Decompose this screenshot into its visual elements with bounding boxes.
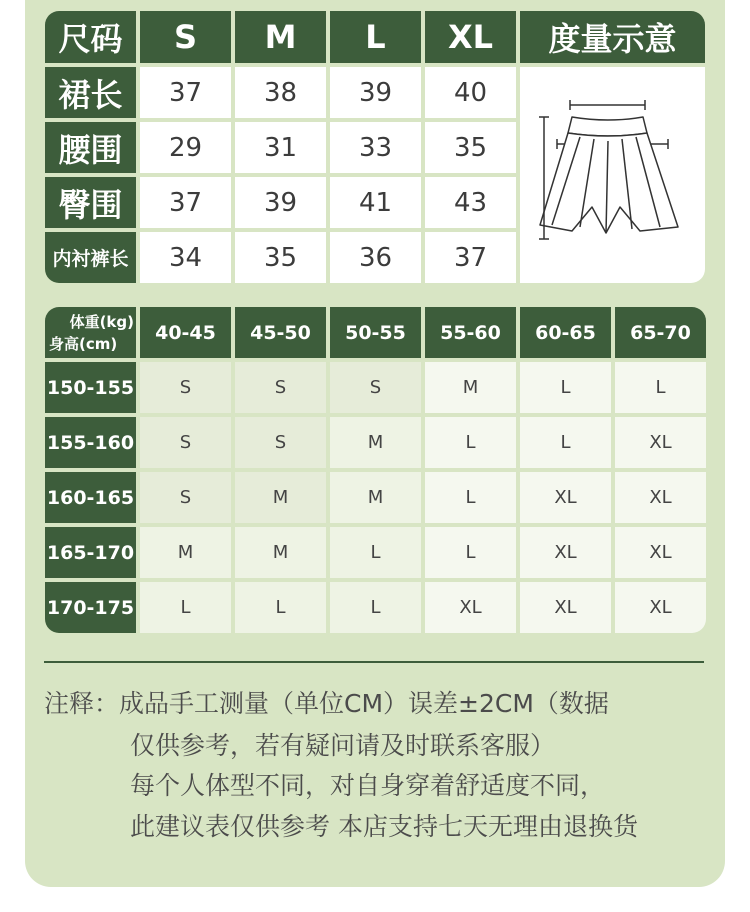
recommended-size-cell: M bbox=[425, 362, 516, 413]
recommended-size-cell: S bbox=[140, 472, 231, 523]
recommended-size-cell: L bbox=[615, 362, 706, 413]
recommended-size-cell: S bbox=[330, 362, 421, 413]
recommended-size-cell: L bbox=[520, 362, 611, 413]
weight-range-header: 60-65 bbox=[520, 307, 611, 358]
size-value: 33 bbox=[330, 122, 421, 173]
size-value: 41 bbox=[330, 177, 421, 228]
weight-range-header: 50-55 bbox=[330, 307, 421, 358]
size-value: 36 bbox=[330, 232, 421, 283]
recommended-size-cell: XL bbox=[615, 417, 706, 468]
size-value: 35 bbox=[235, 232, 326, 283]
size-value: 43 bbox=[425, 177, 516, 228]
recommended-size-cell: M bbox=[330, 417, 421, 468]
recommended-size-cell: S bbox=[140, 417, 231, 468]
size-value: 39 bbox=[330, 67, 421, 118]
size-value: 39 bbox=[235, 177, 326, 228]
recommended-size-cell: L bbox=[425, 472, 516, 523]
note-line-2: 仅供参考，若有疑问请及时联系客服） bbox=[130, 731, 556, 760]
weight-range-header: 45-50 bbox=[235, 307, 326, 358]
note-line-4: 此建议表仅供参考 本店支持七天无理由退换货 bbox=[130, 812, 638, 841]
recommended-size-cell: M bbox=[235, 472, 326, 523]
recommended-size-cell: XL bbox=[520, 527, 611, 578]
recommended-size-cell: L bbox=[330, 582, 421, 633]
recommended-size-cell: XL bbox=[520, 472, 611, 523]
recommended-size-cell: XL bbox=[615, 527, 706, 578]
row-label-hip: 臀围 bbox=[45, 177, 136, 228]
weight-range-header: 65-70 bbox=[615, 307, 706, 358]
recommended-size-cell: S bbox=[235, 417, 326, 468]
size-value: 38 bbox=[235, 67, 326, 118]
size-value: 34 bbox=[140, 232, 231, 283]
size-value: 37 bbox=[140, 177, 231, 228]
recommended-size-cell: L bbox=[425, 527, 516, 578]
recommended-size-cell: L bbox=[520, 417, 611, 468]
skirt-diagram bbox=[520, 67, 705, 283]
recommended-size-cell: L bbox=[425, 417, 516, 468]
size-value: 40 bbox=[425, 67, 516, 118]
recommended-size-cell: XL bbox=[615, 582, 706, 633]
recommended-size-cell: M bbox=[330, 472, 421, 523]
size-value: 31 bbox=[235, 122, 326, 173]
recommended-size-cell: L bbox=[140, 582, 231, 633]
height-range-label: 155-160 bbox=[45, 417, 136, 468]
row-label-lining-length: 内衬裤长 bbox=[45, 232, 136, 283]
recommended-size-cell: S bbox=[235, 362, 326, 413]
size-header-diagram: 度量示意 bbox=[520, 11, 705, 63]
note-line-1: 注释：成品手工测量（单位CM）误差±2CM（数据 bbox=[44, 689, 609, 718]
size-header-l: L bbox=[330, 11, 421, 63]
notes-divider bbox=[44, 661, 704, 663]
weight-range-header: 55-60 bbox=[425, 307, 516, 358]
recommended-size-cell: S bbox=[140, 362, 231, 413]
recommend-header-corner bbox=[45, 307, 136, 358]
size-header-m: M bbox=[235, 11, 326, 63]
skirt-measurement-icon bbox=[520, 67, 705, 283]
height-range-label: 160-165 bbox=[45, 472, 136, 523]
size-value: 37 bbox=[425, 232, 516, 283]
size-header-corner: 尺码 bbox=[45, 11, 136, 63]
recommended-size-cell: XL bbox=[425, 582, 516, 633]
height-range-label: 150-155 bbox=[45, 362, 136, 413]
row-label-length: 裙长 bbox=[45, 67, 136, 118]
size-header-xl: XL bbox=[425, 11, 516, 63]
weight-range-header: 40-45 bbox=[140, 307, 231, 358]
size-value: 35 bbox=[425, 122, 516, 173]
recommended-size-cell: L bbox=[330, 527, 421, 578]
recommended-size-cell: M bbox=[235, 527, 326, 578]
size-header-s: S bbox=[140, 11, 231, 63]
height-axis-label: 身高(cm) bbox=[49, 334, 118, 353]
recommended-size-cell: M bbox=[140, 527, 231, 578]
recommended-size-cell: L bbox=[235, 582, 326, 633]
recommended-size-cell: XL bbox=[615, 472, 706, 523]
size-value: 37 bbox=[140, 67, 231, 118]
weight-axis-label: 体重(kg) bbox=[69, 312, 134, 331]
recommended-size-cell: XL bbox=[520, 582, 611, 633]
note-line-3: 每个人体型不同，对自身穿着舒适度不同， bbox=[130, 771, 606, 800]
size-value: 29 bbox=[140, 122, 231, 173]
row-label-waist: 腰围 bbox=[45, 122, 136, 173]
height-range-label: 165-170 bbox=[45, 527, 136, 578]
height-range-label: 170-175 bbox=[45, 582, 136, 633]
